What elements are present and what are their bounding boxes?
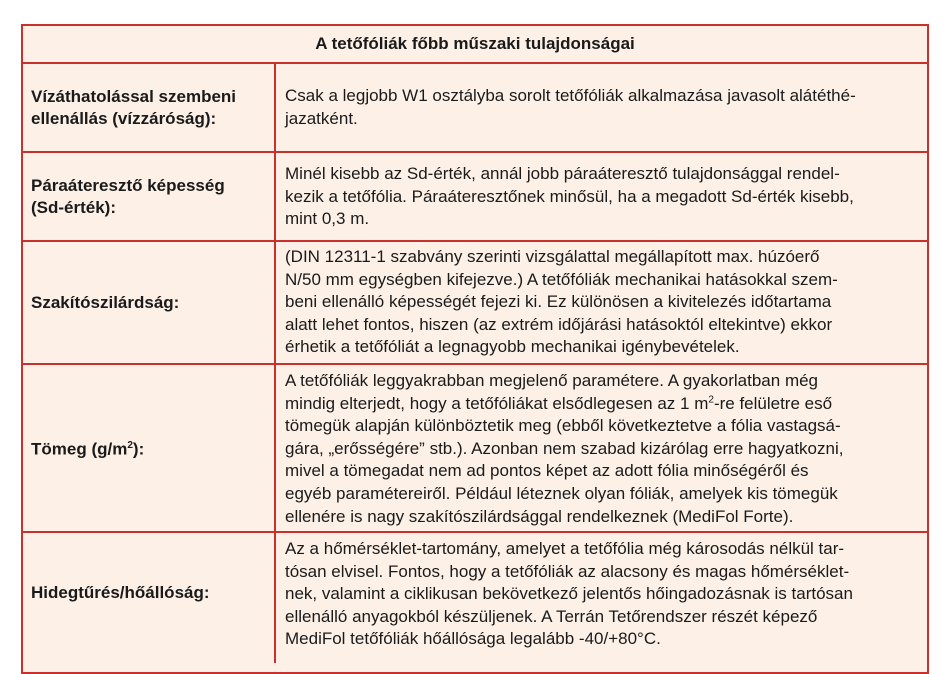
- description-line: érhetik a tetőfóliát a legnagyobb mechanikai igénybevételek.: [285, 337, 740, 357]
- row-label-line: (Sd-érték):: [31, 197, 117, 217]
- description-line: N/50 mm egységben kifejezve.) A tetőfóliák mechanikai hatásokkal szem-: [285, 269, 838, 289]
- row-label-line: Szakítószilárdság:: [31, 292, 180, 312]
- row-label-line: Tömeg $(g/m^2)$:: [31, 439, 145, 459]
- row-description: [276, 365, 927, 531]
- table-row: [23, 533, 927, 663]
- description-line: alatt lehet fontos, hiszen (az extrém időjárási hatásoktól eltekintve) ekkor: [285, 314, 833, 334]
- row-description: [276, 153, 927, 240]
- description-line: Csak a legjobb W1 osztályba sorolt tetőfóliák alkalmazása javasolt alátéthé-: [285, 86, 856, 105]
- description-line: A tetőfóliák leggyakrabban megjelenő paramétere. A gyakorlatban még: [285, 371, 819, 390]
- description-line: mint 0,3 m.: [285, 209, 370, 229]
- table-row: [23, 365, 927, 533]
- description-line: nek, valamint a ciklikusan bekövetkező jelentős hőingadozásnak is tartósan: [285, 584, 853, 604]
- description-line: jazatként.: [285, 108, 358, 128]
- description-line: mindig elterjedt, hogy a tetőfóliákat elsődlegesen az 1 $m^2-re$ felületre eső: [285, 393, 833, 413]
- row-label: [23, 242, 276, 363]
- description-line: ellenálló anyagokból készüljenek. A Terrán Tetőrendszer részét képező: [285, 606, 818, 626]
- description-line: mivel a tömegadat nem ad pontos képet az adott fólia minőségéről és: [285, 461, 809, 481]
- row-description: [276, 242, 927, 363]
- row-label: [23, 64, 276, 151]
- description-line: Az a hőmérséklet-tartomány, amelyet a tetőfólia még károsodás nélkül tar-: [285, 539, 845, 558]
- properties-table: [21, 24, 929, 674]
- description-line: tósan elvisel. Fontos, hogy a tetőfóliák az alacsony és magas hőmérséklet-: [285, 561, 850, 581]
- table-title: A tetőfóliák főbb műszaki tulajdonságai: [23, 26, 927, 64]
- table-row: [23, 242, 927, 365]
- row-description: [276, 64, 927, 151]
- row-description: [276, 533, 927, 663]
- description-line: ellenére is nagy szakítószilárdsággal rendelkeznek (MediFol Forte).: [285, 506, 794, 526]
- description-line: gára, „erősségére” stb.). Azonban nem szabad kizárólag erre hagyatkozni,: [285, 438, 844, 458]
- description-line: Minél kisebb az Sd-érték, annál jobb páraáteresztő tulajdonsággal rendel-: [285, 164, 840, 183]
- description-line: tömegük alapján különböztetik meg (ebből következtetve a fólia vastagsá-: [285, 416, 841, 436]
- description-line: MediFol tetőfóliák hőállósága legalább -40/+80°C.: [285, 629, 661, 649]
- description-line: beni ellenálló képességét fejezi ki. Ez különösen a kivitelezés időtartama: [285, 292, 832, 312]
- description-line: kezik a tetőfólia. Páraáteresztőnek minősül, ha a megadott Sd-érték kisebb,: [285, 186, 854, 206]
- description-line: (DIN 12311-1 szabvány szerinti vizsgálattal megállapított max. húzóerő: [285, 247, 820, 266]
- row-label-line: Vízáthatolással szembeni: [31, 86, 237, 106]
- description-line: egyéb paramétereiről. Például léteznek olyan fóliák, amelyek kis tömegük: [285, 483, 838, 503]
- table-row: [23, 64, 927, 153]
- row-label: [23, 153, 276, 240]
- row-label-line: Hidegtűrés/hőállóság:: [31, 583, 210, 602]
- row-label-line: ellenállás (vízzáróság):: [31, 108, 217, 128]
- row-label-line: Páraáteresztő képesség: [31, 175, 225, 195]
- row-label: [23, 365, 276, 531]
- table-row: [23, 153, 927, 242]
- row-label: [23, 533, 276, 663]
